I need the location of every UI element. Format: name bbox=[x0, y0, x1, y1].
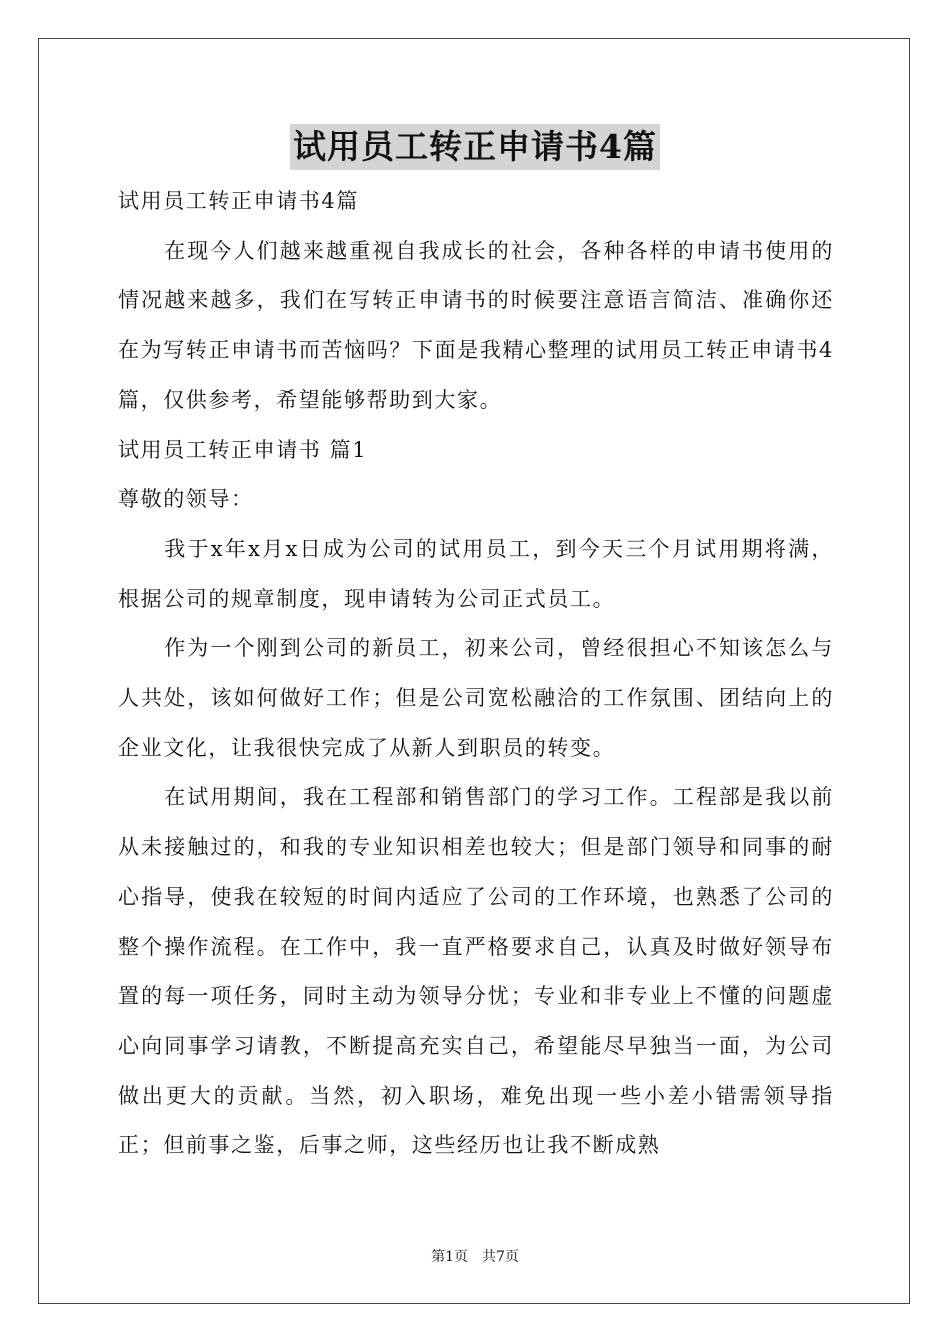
document-body bbox=[118, 177, 834, 1171]
document-title: 试用员工转正申请书4篇 bbox=[290, 124, 660, 170]
paragraph-body-2: 作为一个刚到公司的新员工，初来公司，曾经很担心不知该怎么与人共处，该如何做好工作；但是公司宽松融洽的工作氛围、团结向上的企业文化，让我很快完成了从新人到职员的转变。 bbox=[118, 636, 834, 760]
paragraph-subtitle: 试用员工转正申请书4篇 bbox=[118, 189, 359, 213]
paragraph-body-1: 我于x年x月x日成为公司的试用员工，到今天三个月试用期将满，根据公司的规章制度，现申请转为公司正式员工。 bbox=[118, 536, 834, 611]
paragraph-body-3: 在试用期间，我在工程部和销售部门的学习工作。工程部是我以前从未接触过的，和我的专业知识相差也较大；但是部门领导和同事的耐心指导，使我在较短的时间内适应了公司的工作环境，也熟悉了公司的整个操作流程。在工作中，我一直严格要求自己，认真及时做好领导布置的每一项任务，同时主动为领导分忧；专业和非专业上不懂的问题虚心向同事学习请教，不断提高充实自己，希望能尽早独当一面，为公司做出更大的贡献。当然，初入职场，难免出现一些小差小错需领导指正；但前事之鉴，后事之师，这些经历也让我不断成熟 bbox=[118, 785, 834, 1158]
paragraph-section-heading: 试用员工转正申请书 篇1 bbox=[118, 437, 368, 462]
title-container bbox=[0, 124, 950, 170]
paragraph-intro: 在现今人们越来越重视自我成长的社会，各种各样的申请书使用的情况越来越多，我们在写转正申请书的时候要注意语言简洁、准确你还在为写转正申请书而苦恼吗？下面是我精心整理的试用员工转正申请书4篇，仅供参考，希望能够帮助到大家。 bbox=[118, 238, 834, 412]
page-footer bbox=[0, 1247, 950, 1267]
paragraph-salutation: 尊敬的领导： bbox=[118, 487, 254, 512]
page-number-current: 第1页 bbox=[431, 1249, 468, 1265]
page-number-total: 共7页 bbox=[482, 1249, 519, 1265]
